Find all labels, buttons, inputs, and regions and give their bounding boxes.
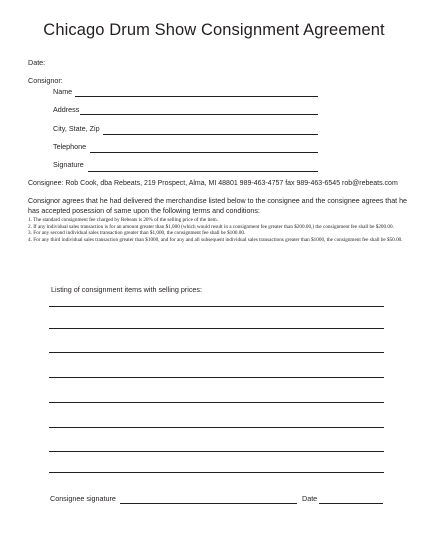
item-line[interactable] [49, 306, 384, 307]
consignor-label: Consignor: [28, 76, 63, 85]
term-item: 2. If any individual sales transaction is for an amount greater than $1,000 (which would result in a consignment fee greater than $200.00,) the consignment fee shall be $200.00. [28, 223, 394, 230]
agreement-paragraph: Consignor agrees that he had delivered the merchandise listed below to the consignee and the consignee agrees that he has accepted posession of same upon the following terms and conditions: [28, 197, 407, 215]
signature-field[interactable] [88, 171, 318, 172]
bottom-date-label: Date [302, 494, 318, 503]
item-line[interactable] [49, 472, 384, 473]
name-field[interactable] [75, 96, 318, 97]
name-label: Name [53, 87, 73, 96]
page-title: Chicago Drum Show Consignment Agreement [43, 21, 385, 39]
address-label: Address [53, 105, 80, 114]
city-state-zip-label: City, State, Zip [53, 124, 100, 133]
listing-label: Listing of consignment items with selling prices: [51, 285, 203, 294]
consignee-info: Consignee: Rob Cook, dba Rebeats, 219 Prospect, Alma, MI 48801 989-463-4757 fax 989-463-6545 rob@rebeats.com [28, 180, 398, 187]
item-line[interactable] [49, 377, 384, 378]
item-line[interactable] [49, 328, 384, 329]
item-line[interactable] [49, 352, 384, 353]
address-field[interactable] [80, 114, 318, 115]
terms-list [28, 217, 410, 243]
telephone-field[interactable] [90, 152, 318, 153]
term-item: 1. The standard consignment fee charged by Rebeats is 20% of the selling price of the item. [28, 217, 218, 223]
item-line[interactable] [49, 402, 384, 403]
bottom-date-field[interactable] [319, 503, 383, 504]
date-label: Date: [28, 58, 46, 67]
term-item: 4. For any third individual sales transaction greater than $1000, and for any and all subsequent individual sales transactions greater than $1000, the consignment fee shall be $50.00. [28, 236, 403, 243]
signature-label: Signature [53, 160, 84, 169]
term-item: 3. For any second individual sales transaction greater than $1,000, the consignment fee shall be $100.00. [28, 230, 246, 236]
telephone-label: Telephone [53, 142, 87, 151]
item-line[interactable] [49, 451, 384, 452]
consignee-signature-label: Consignee signature [50, 494, 116, 503]
consignee-signature-field[interactable] [120, 503, 297, 504]
city-state-zip-field[interactable] [103, 134, 318, 135]
item-line[interactable] [49, 427, 384, 428]
